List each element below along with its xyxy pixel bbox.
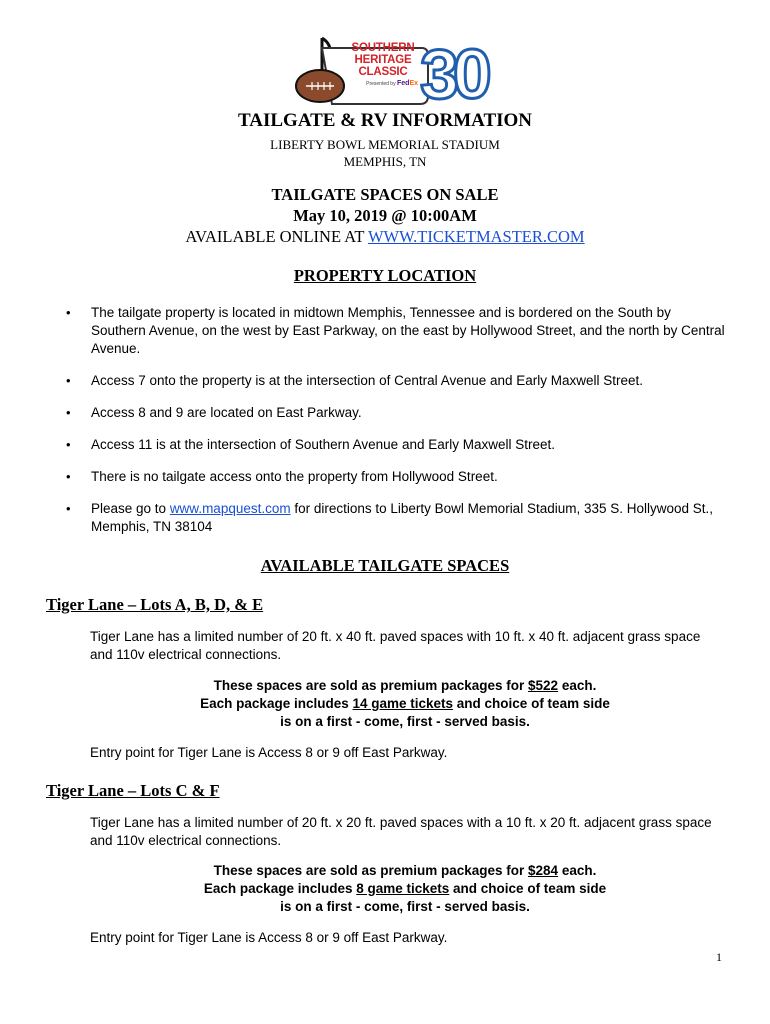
lane1-price: $522 [528,678,559,693]
lane1-entry: Entry point for Tiger Lane is Access 8 or 9 off East Parkway. [90,745,448,760]
sale-heading: TAILGATE SPACES ON SALE [271,185,499,204]
lane1-description: Tiger Lane has a limited number of 20 ft. x 40 ft. paved spaces with 10 ft. x 40 ft. adjacent grass space and 110v electrical connections. [90,629,701,662]
mapquest-link[interactable]: www.mapquest.com [169,501,291,516]
list-item: • There is no tailgate access onto the property from Hollywood Street. [66,468,726,486]
property-location-heading: PROPERTY LOCATION [293,266,477,285]
property-bullet-list [66,304,726,536]
logo-line-3: CLASSIC [358,66,408,78]
online-prefix: AVAILABLE ONLINE AT [185,227,368,246]
page-number: 1 [716,950,722,964]
venue-city: MEMPHIS, TN [343,154,427,169]
page-title: TAILGATE & RV INFORMATION [237,110,533,131]
venue-name: LIBERTY BOWL MEMORIAL STADIUM [270,137,500,152]
lane2-description: Tiger Lane has a limited number of 20 ft. x 20 ft. paved spaces with a 10 ft. x 20 ft. adjacent grass space and 110v electrical connections. [90,815,712,848]
lane2-premium-info: These spaces are sold as premium packages for $284 each. Each package includes 8 game tickets and choice of team side is on a first - come, first - served basis. [203,863,607,914]
list-item: • The tailgate property is located in midtown Memphis, Tennessee and is bordered on the South by Southern Avenue, on the west by East Parkway, on the east by Hollywood Street, and the north by Central Avenue. [66,304,726,358]
lane2-price: $284 [528,863,559,878]
list-item: • Access 7 onto the property is at the intersection of Central Avenue and Early Maxwell Street. [66,372,726,390]
logo-line-1: SOUTHERN [351,42,415,54]
available-spaces-heading: AVAILABLE TAILGATE SPACES [260,556,510,575]
logo-presented-by: Presented by [366,81,396,87]
ticketmaster-link[interactable]: WWW.TICKETMASTER.COM [367,227,585,246]
online-availability [0,227,770,247]
list-item: • Please go to www.mapquest.com for directions to Liberty Bowl Memorial Stadium, 335 S. Hollywood St., Memphis, TN 38104 [66,500,726,536]
logo-number: 30 [420,35,486,113]
sale-date: May 10, 2019 @ 10:00AM [293,206,477,225]
lane1-tickets: 14 game tickets [352,696,454,711]
list-item: • Access 11 is at the intersection of Southern Avenue and Early Maxwell Street. [66,436,726,454]
lane1-title: Tiger Lane – Lots A, B, D, & E [46,595,264,614]
lane2-entry: Entry point for Tiger Lane is Access 8 or 9 off East Parkway. [90,930,448,945]
lane1-premium-info: These spaces are sold as premium packages for $522 each. Each package includes 14 game tickets and choice of team side is on a first - come, first - served basis. [200,678,610,729]
fedex-logo: FedEx [396,80,418,87]
lane2-tickets: 8 game tickets [356,881,450,896]
lane2-title: Tiger Lane – Lots C & F [46,781,220,800]
event-logo [292,34,486,114]
list-item: • Access 8 and 9 are located on East Parkway. [66,404,726,422]
logo-line-2: HERITAGE [354,54,412,66]
